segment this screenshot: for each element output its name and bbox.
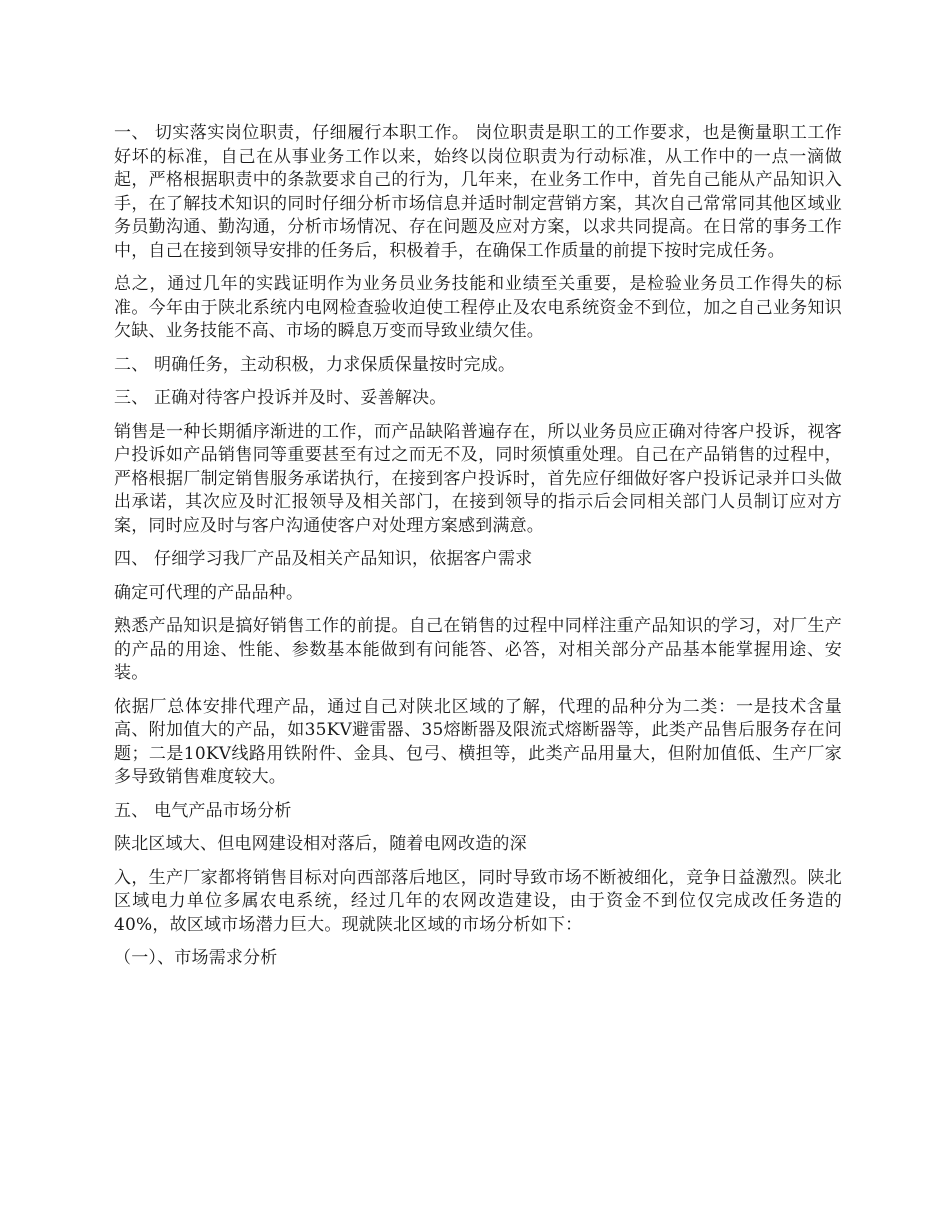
paragraph-product-range: 确定可代理的产品品种。 — [114, 582, 304, 603]
paragraph-region-intro: 陕北区域大、但电网建设相对落后，随着电网改造的深 — [114, 834, 527, 854]
heading-section-4: 四、 仔细学习我厂产品及相关产品知识，依据客户需求 — [114, 549, 533, 569]
paragraph-agency-products: 依据厂总体安排代理产品，通过自己对陕北区域的了解，代理的品种分为二类：一是技术含量高、附加值大的产品，如35KV避雷器、35熔断器及限流式熔断器等，此类产品售后服务存在问题；二是10KV线路用铁附件、金具、包弓、横担等，此类产品用量大，但附加值低、生产厂家多导致销售难度较大。 — [114, 696, 842, 787]
paragraph-duty: 一、 切实落实岗位职责，仔细履行本职工作。 岗位职责是职工的工作要求，也是衡量职工工作好坏的标准，自己在从事业务工作以来，始终以岗位职责为行动标准，从工作中的一点一滴做起，严格根据职责中的条款要求自己的行为，几年来，在业务工作中，首先自己能从产品知识入手，在了解技术知识的同时仔细分析市场信息并适时制定营销方案，其次自己常常同其他区域业务员勤沟通、勤沟通，分析市场情况、存在问题及应对方案，以求共同提高。在日常的事务工作中，自己在接到领导安排的任务后，积极着手，在确保工作质量的前提下按时完成任务。 — [114, 123, 842, 261]
heading-demand-analysis: （一）、市场需求分析 — [114, 948, 278, 968]
paragraph-product-knowledge: 熟悉产品知识是搞好销售工作的前提。自己在销售的过程中同样注重产品知识的学习，对厂生产的产品的用途、性能、参数基本能做到有问能答、必答，对相关部分产品基本能掌握用途、安装。 — [114, 616, 842, 683]
paragraph-summary: 总之，通过几年的实践证明作为业务员业务技能和业绩至关重要，是检验业务员工作得失的标准。今年由于陕北系统内电网检查验收迫使工程停止及农电系统资金不到位，加之自己业务知识欠缺、业务技能不高、市场的瞬息万变而导致业绩欠佳。 — [114, 274, 842, 341]
heading-section-3: 三、 正确对待客户投诉并及时、妥善解决。 — [114, 388, 447, 408]
paragraph-complaints: 销售是一种长期循序渐进的工作，而产品缺陷普遍存在，所以业务员应正确对待客户投诉，视客户投诉如产品销售同等重要甚至有过之而无不及，同时须慎重处理。自己在产品销售的过程中，严格根据厂制定销售服务承诺执行，在接到客户投诉时，首先应仔细做好客户投诉记录并口头做出承诺，其次应及时汇报领导及相关部门，在接到领导的指示后会同相关部门人员制订应对方案，同时应及时与客户沟通使客户对处理方案感到满意。 — [114, 421, 842, 536]
paragraph-market-overview: 入，生产厂家都将销售目标对向西部落后地区，同时导致市场不断被细化，竞争日益激烈。陕北区域电力单位多属农电系统，经过几年的农网改造建设，由于资金不到位仅完成改任务造的40%，故区域市场潜力巨大。现就陕北区域的市场分析如下： — [114, 867, 842, 935]
heading-section-2: 二、 明确任务，主动积极，力求保质保量按时完成。 — [114, 354, 516, 375]
heading-section-5: 五、 电气产品市场分析 — [114, 800, 292, 821]
document-body — [114, 122, 842, 981]
